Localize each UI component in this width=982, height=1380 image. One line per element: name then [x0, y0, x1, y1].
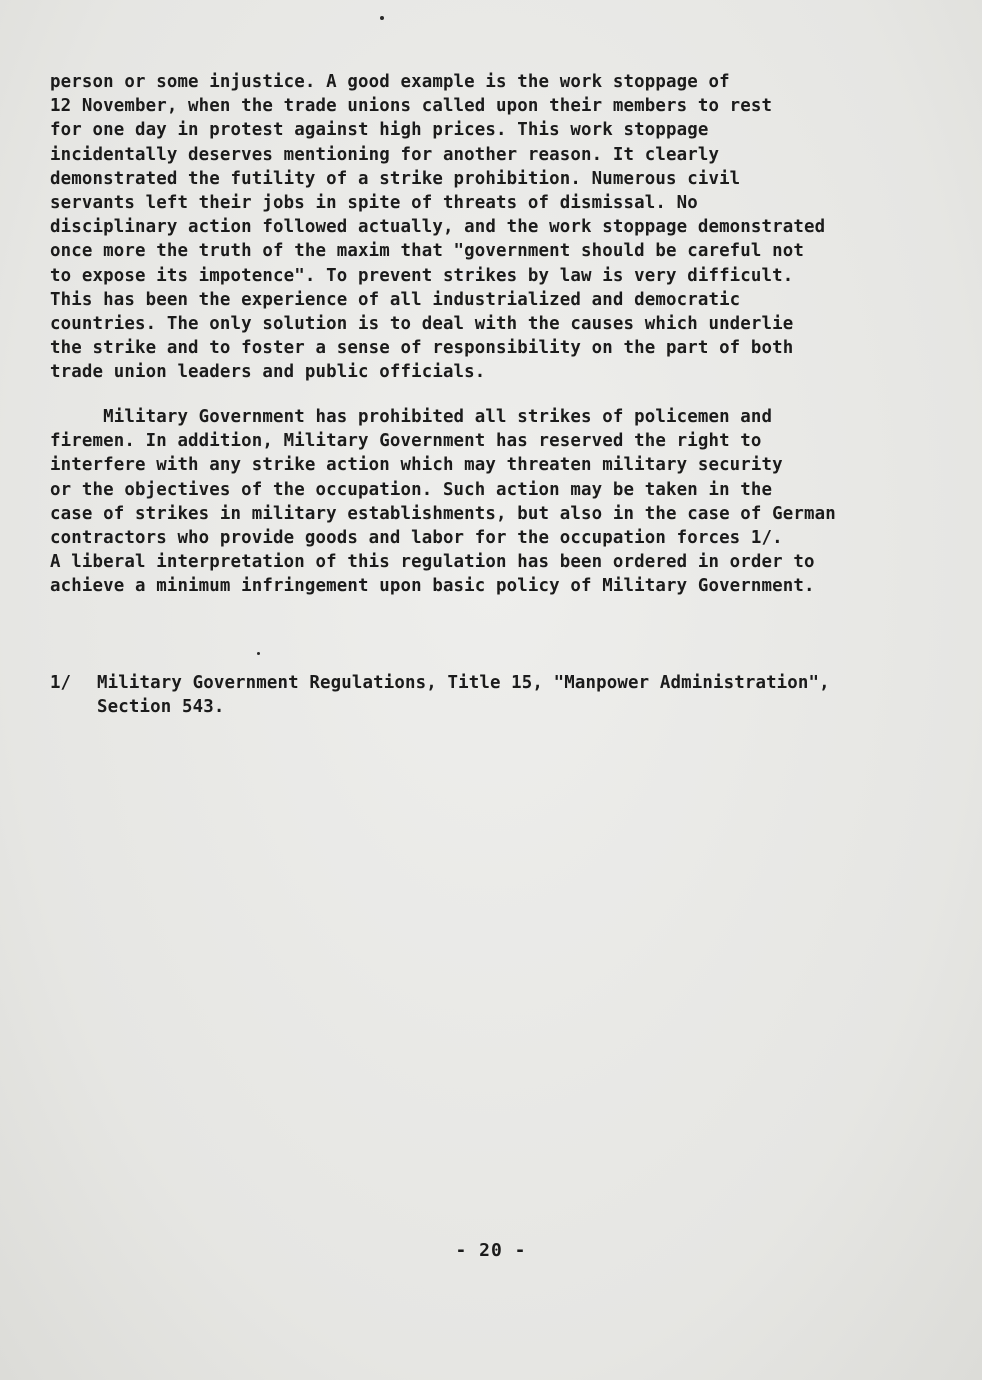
- paragraph-line: achieve a minimum infringement upon basic policy of Military Government.: [50, 576, 815, 597]
- footnote-line: Section 543.: [97, 697, 225, 718]
- paragraph-line: A liberal interpretation of this regulation has been ordered in order to: [50, 552, 815, 573]
- paragraph-line: for one day in protest against high prices. This work stoppage: [50, 120, 709, 141]
- paragraph-line: incidentally deserves mentioning for another reason. It clearly: [50, 144, 720, 165]
- mid-ink-speck: [257, 652, 260, 655]
- paragraph-2: [50, 405, 940, 599]
- paragraph-line: This has been the experience of all industrialized and democratic: [50, 289, 741, 310]
- paragraph-line: Military Government has prohibited all strikes of policemen and: [50, 407, 773, 427]
- paragraph-line: the strike and to foster a sense of responsibility on the part of both: [50, 338, 794, 359]
- paragraph-line: firemen. In addition, Military Government has reserved the right to: [50, 431, 762, 452]
- paragraph-line: interfere with any strike action which may threaten military security: [50, 455, 783, 476]
- paragraph-line: trade union leaders and public officials.: [50, 362, 486, 383]
- paragraph-line: countries. The only solution is to deal with the causes which underlie: [50, 313, 794, 334]
- footnote-marker: 1/: [50, 673, 71, 693]
- paragraph-line: case of strikes in military establishments, but also in the case of German: [50, 503, 836, 524]
- footnote-line: Military Government Regulations, Title 15, "Manpower Administration",: [97, 673, 830, 693]
- paragraph-line: once more the truth of the maxim that "government should be careful not: [50, 241, 805, 262]
- paragraph-line: demonstrated the futility of a strike prohibition. Numerous civil: [50, 168, 741, 189]
- page-number: - 20 -: [455, 1240, 527, 1261]
- paragraph-line: servants left their jobs in spite of threats of dismissal. No: [50, 192, 698, 213]
- paragraph-1: [50, 70, 940, 384]
- top-ink-speck: [380, 16, 384, 20]
- paragraph-line: 12 November, when the trade unions called upon their members to rest: [50, 96, 773, 117]
- paragraph-line: contractors who provide goods and labor for the occupation forces 1/.: [50, 527, 783, 548]
- paragraph-line: person or some injustice. A good example is the work stoppage of: [50, 72, 730, 92]
- paragraph-line: to expose its impotence". To prevent strikes by law is very difficult.: [50, 265, 794, 286]
- paragraph-line: disciplinary action followed actually, and the work stoppage demonstrated: [50, 217, 826, 238]
- paragraph-line: or the objectives of the occupation. Such action may be taken in the: [50, 479, 773, 500]
- footnote-text: [97, 671, 830, 719]
